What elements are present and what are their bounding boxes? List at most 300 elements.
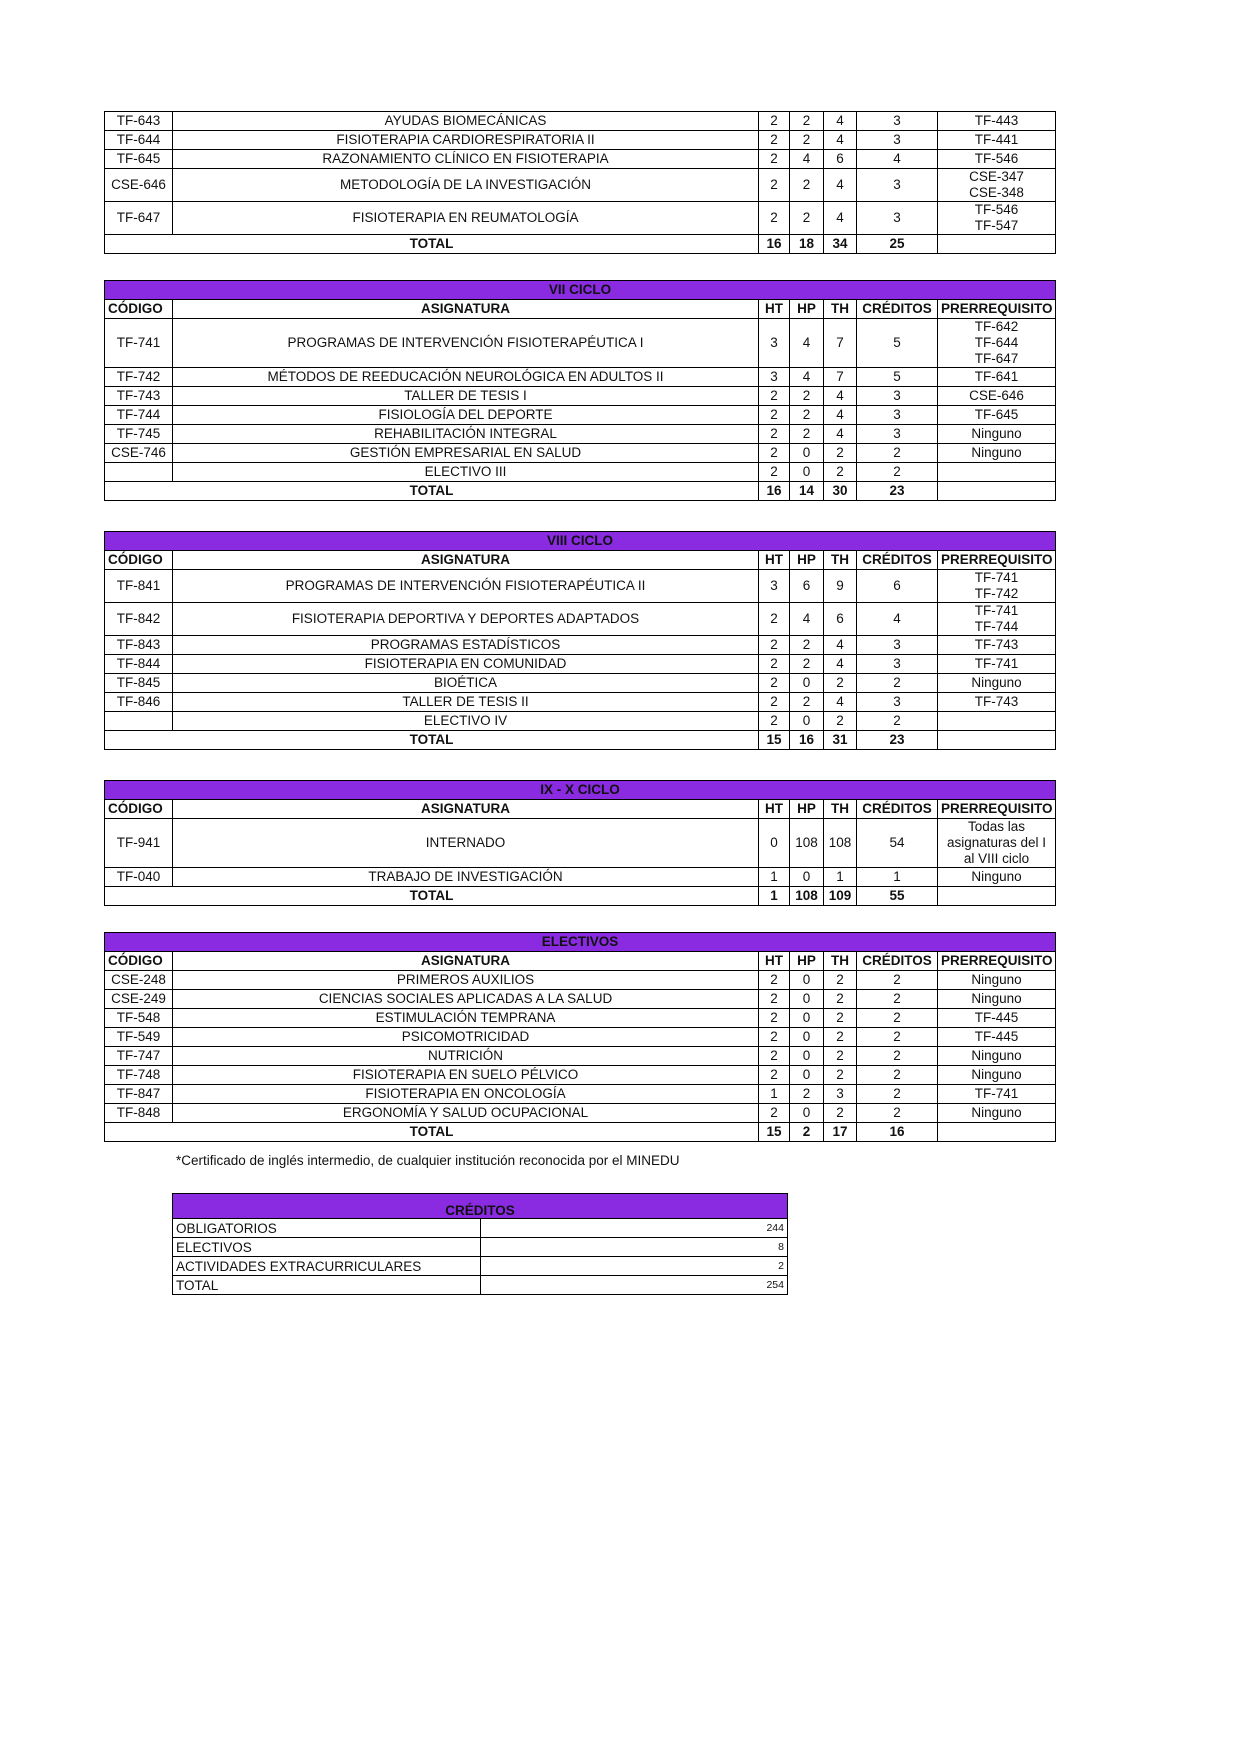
- course-name: RAZONAMIENTO CLÍNICO EN FISIOTERAPIA: [173, 150, 759, 169]
- total-creditos: 23: [857, 731, 938, 750]
- course-code: TF-748: [105, 1066, 173, 1085]
- course-code: TF-846: [105, 693, 173, 712]
- course-name: REHABILITACIÓN INTEGRAL: [173, 425, 759, 444]
- course-prerequisite: [938, 368, 1056, 387]
- course-code: TF-647: [105, 202, 173, 235]
- course-hp: 0: [790, 444, 824, 463]
- prerequisite-line: Todas las: [967, 819, 1026, 834]
- course-hp: 4: [790, 150, 824, 169]
- course-ht: 2: [759, 463, 790, 482]
- course-th: 4: [824, 131, 857, 150]
- column-header-row: [105, 300, 1056, 319]
- prerequisite-line: TF-644: [974, 335, 1019, 350]
- course-creditos: 4: [857, 603, 938, 636]
- course-prerequisite: [938, 990, 1056, 1009]
- course-row: [105, 1028, 1056, 1047]
- course-name: FISIOTERAPIA EN COMUNIDAD: [173, 655, 759, 674]
- course-row: [105, 406, 1056, 425]
- course-code: CSE-249: [105, 990, 173, 1009]
- course-th: 2: [824, 712, 857, 731]
- course-row: [105, 444, 1056, 463]
- course-ht: 2: [759, 444, 790, 463]
- course-row: [105, 712, 1056, 731]
- course-creditos: 54: [857, 819, 938, 868]
- course-th: 2: [824, 463, 857, 482]
- course-creditos: 5: [857, 319, 938, 368]
- prerequisite-line: Ninguno: [971, 675, 1022, 690]
- course-ht: 2: [759, 1104, 790, 1123]
- total-hp: 108: [790, 887, 824, 906]
- course-hp: 4: [790, 603, 824, 636]
- course-hp: 0: [790, 674, 824, 693]
- course-code: [105, 463, 173, 482]
- total-ht: 15: [759, 731, 790, 750]
- cycle-title: IX - X CICLO: [105, 781, 1056, 800]
- course-ht: 2: [759, 112, 790, 131]
- course-prerequisite: [938, 693, 1056, 712]
- course-name: METODOLOGÍA DE LA INVESTIGACIÓN: [173, 169, 759, 202]
- header-codigo: CÓDIGO: [105, 800, 173, 819]
- course-row: [105, 693, 1056, 712]
- prerequisite-line: TF-642: [974, 319, 1019, 334]
- table-vi-ciclo-continuation: [104, 111, 1056, 254]
- course-hp: 4: [790, 368, 824, 387]
- course-row: [105, 570, 1056, 603]
- course-prerequisite: [938, 868, 1056, 887]
- total-prerequisite-blank: [938, 887, 1056, 906]
- course-hp: 0: [790, 1028, 824, 1047]
- course-hp: 6: [790, 570, 824, 603]
- course-code: TF-843: [105, 636, 173, 655]
- header-creditos: CRÉDITOS: [857, 800, 938, 819]
- course-hp: 0: [790, 1066, 824, 1085]
- course-hp: 0: [790, 1047, 824, 1066]
- course-prerequisite: [938, 1009, 1056, 1028]
- course-hp: 2: [790, 1085, 824, 1104]
- prerequisite-line: TF-645: [974, 407, 1019, 422]
- course-row: [105, 868, 1056, 887]
- course-creditos: 2: [857, 1085, 938, 1104]
- course-creditos: 3: [857, 169, 938, 202]
- course-row: [105, 169, 1056, 202]
- course-th: 4: [824, 425, 857, 444]
- course-prerequisite: [938, 444, 1056, 463]
- certificate-note: *Certificado de inglés intermedio, de cualquier institución reconocida por el MINEDU: [176, 1153, 680, 1168]
- course-code: TF-645: [105, 150, 173, 169]
- creditos-row-value: 254: [480, 1276, 788, 1295]
- prerequisite-line: Ninguno: [971, 972, 1022, 987]
- cycle-title-row: [105, 281, 1056, 300]
- prerequisite-line: TF-744: [974, 619, 1019, 634]
- total-label: TOTAL: [105, 1123, 759, 1142]
- total-label: TOTAL: [105, 235, 759, 254]
- table-viii-ciclo: [104, 531, 1056, 750]
- course-th: 6: [824, 603, 857, 636]
- course-ht: 2: [759, 150, 790, 169]
- prerequisite-line: TF-741: [974, 570, 1019, 585]
- course-prerequisite: [938, 603, 1056, 636]
- course-code: TF-745: [105, 425, 173, 444]
- creditos-summary-table: [172, 1193, 788, 1295]
- header-prerrequisito: PRERREQUISITO: [938, 952, 1056, 971]
- course-code: TF-549: [105, 1028, 173, 1047]
- course-prerequisite: [938, 112, 1056, 131]
- course-prerequisite: [938, 463, 1056, 482]
- course-th: 6: [824, 150, 857, 169]
- prerequisite-line: TF-741: [974, 1086, 1019, 1101]
- course-ht: 3: [759, 319, 790, 368]
- prerequisite-line: TF-445: [974, 1010, 1019, 1025]
- course-name: ELECTIVO IV: [173, 712, 759, 731]
- course-th: 4: [824, 693, 857, 712]
- course-code: TF-040: [105, 868, 173, 887]
- course-name: MÉTODOS DE REEDUCACIÓN NEUROLÓGICA EN ADULTOS II: [173, 368, 759, 387]
- header-creditos: CRÉDITOS: [857, 952, 938, 971]
- course-prerequisite: [938, 1028, 1056, 1047]
- course-ht: 2: [759, 1028, 790, 1047]
- course-ht: 1: [759, 868, 790, 887]
- course-row: [105, 1085, 1056, 1104]
- header-prerrequisito: PRERREQUISITO: [938, 800, 1056, 819]
- course-row: [105, 425, 1056, 444]
- course-ht: 2: [759, 131, 790, 150]
- course-th: 4: [824, 636, 857, 655]
- course-code: CSE-248: [105, 971, 173, 990]
- header-asignatura: ASIGNATURA: [173, 800, 759, 819]
- prerequisite-line: CSE-646: [969, 388, 1024, 403]
- course-th: 1: [824, 868, 857, 887]
- total-creditos: 25: [857, 235, 938, 254]
- prerequisite-line: Ninguno: [971, 426, 1022, 441]
- course-row: [105, 636, 1056, 655]
- course-ht: 2: [759, 712, 790, 731]
- course-th: 2: [824, 444, 857, 463]
- total-row: [105, 731, 1056, 750]
- course-hp: 0: [790, 971, 824, 990]
- total-creditos: 23: [857, 482, 938, 501]
- course-ht: 2: [759, 1009, 790, 1028]
- course-creditos: 2: [857, 712, 938, 731]
- course-hp: 0: [790, 1104, 824, 1123]
- course-th: 2: [824, 971, 857, 990]
- course-ht: 2: [759, 636, 790, 655]
- creditos-row-label: OBLIGATORIOS: [173, 1219, 481, 1238]
- course-prerequisite: [938, 202, 1056, 235]
- prerequisite-line: TF-641: [974, 369, 1019, 384]
- course-hp: 0: [790, 1009, 824, 1028]
- course-name: FISIOLOGÍA DEL DEPORTE: [173, 406, 759, 425]
- header-prerrequisito: PRERREQUISITO: [938, 300, 1056, 319]
- creditos-row-obligatorios: [173, 1219, 788, 1238]
- course-code: TF-844: [105, 655, 173, 674]
- course-prerequisite: [938, 406, 1056, 425]
- course-row: [105, 387, 1056, 406]
- course-ht: 2: [759, 990, 790, 1009]
- course-creditos: 4: [857, 150, 938, 169]
- course-row: [105, 674, 1056, 693]
- prerequisite-line: TF-743: [974, 694, 1019, 709]
- course-name: PROGRAMAS DE INTERVENCIÓN FISIOTERAPÉUTICA II: [173, 570, 759, 603]
- course-code: TF-747: [105, 1047, 173, 1066]
- course-hp: 0: [790, 463, 824, 482]
- course-hp: 4: [790, 319, 824, 368]
- course-name: PROGRAMAS DE INTERVENCIÓN FISIOTERAPÉUTICA I: [173, 319, 759, 368]
- course-hp: 0: [790, 712, 824, 731]
- cycle-title-row: [105, 781, 1056, 800]
- course-creditos: 5: [857, 368, 938, 387]
- course-prerequisite: [938, 1085, 1056, 1104]
- prerequisite-line: TF-647: [974, 351, 1019, 366]
- table-vii-ciclo: [104, 280, 1056, 501]
- course-row: [105, 131, 1056, 150]
- course-prerequisite: [938, 131, 1056, 150]
- creditos-row-label: ELECTIVOS: [173, 1238, 481, 1257]
- course-th: 108: [824, 819, 857, 868]
- course-code: TF-643: [105, 112, 173, 131]
- course-name: FISIOTERAPIA EN REUMATOLOGÍA: [173, 202, 759, 235]
- course-prerequisite: [938, 319, 1056, 368]
- course-creditos: 2: [857, 1009, 938, 1028]
- table-ix-x-ciclo: [104, 780, 1056, 906]
- course-code: TF-941: [105, 819, 173, 868]
- course-th: 4: [824, 387, 857, 406]
- header-creditos: CRÉDITOS: [857, 551, 938, 570]
- course-ht: 2: [759, 1066, 790, 1085]
- course-hp: 2: [790, 406, 824, 425]
- course-ht: 2: [759, 1047, 790, 1066]
- course-code: TF-741: [105, 319, 173, 368]
- total-label: TOTAL: [105, 482, 759, 501]
- course-ht: 3: [759, 368, 790, 387]
- header-ht: HT: [759, 551, 790, 570]
- course-hp: 2: [790, 425, 824, 444]
- header-hp: HP: [790, 800, 824, 819]
- course-name: ELECTIVO III: [173, 463, 759, 482]
- total-th: 30: [824, 482, 857, 501]
- column-header-row: [105, 800, 1056, 819]
- course-creditos: 2: [857, 1066, 938, 1085]
- course-name: TRABAJO DE INVESTIGACIÓN: [173, 868, 759, 887]
- course-creditos: 2: [857, 463, 938, 482]
- course-name: FISIOTERAPIA EN ONCOLOGÍA: [173, 1085, 759, 1104]
- course-th: 2: [824, 1066, 857, 1085]
- course-th: 7: [824, 368, 857, 387]
- course-creditos: 3: [857, 387, 938, 406]
- course-prerequisite: [938, 570, 1056, 603]
- course-creditos: 3: [857, 406, 938, 425]
- course-row: [105, 1047, 1056, 1066]
- prerequisite-line: Ninguno: [971, 445, 1022, 460]
- course-prerequisite: [938, 387, 1056, 406]
- header-asignatura: ASIGNATURA: [173, 300, 759, 319]
- course-prerequisite: [938, 1104, 1056, 1123]
- course-ht: 2: [759, 971, 790, 990]
- prerequisite-line: TF-441: [974, 132, 1019, 147]
- course-code: TF-743: [105, 387, 173, 406]
- course-row: [105, 1066, 1056, 1085]
- cycle-title: ELECTIVOS: [105, 933, 1056, 952]
- course-prerequisite: [938, 425, 1056, 444]
- prerequisite-line: TF-742: [974, 586, 1019, 601]
- prerequisite-line: TF-547: [974, 218, 1019, 233]
- course-row: [105, 463, 1056, 482]
- course-name: NUTRICIÓN: [173, 1047, 759, 1066]
- total-hp: 14: [790, 482, 824, 501]
- course-name: PROGRAMAS ESTADÍSTICOS: [173, 636, 759, 655]
- course-creditos: 3: [857, 655, 938, 674]
- creditos-row-value: 244: [480, 1219, 788, 1238]
- header-th: TH: [824, 551, 857, 570]
- course-hp: 2: [790, 693, 824, 712]
- prerequisite-line: Ninguno: [971, 1067, 1022, 1082]
- creditos-row-value: 2: [480, 1257, 788, 1276]
- course-hp: 2: [790, 169, 824, 202]
- total-row: [105, 235, 1056, 254]
- course-creditos: 1: [857, 868, 938, 887]
- course-ht: 2: [759, 603, 790, 636]
- course-hp: 2: [790, 636, 824, 655]
- total-row: [105, 887, 1056, 906]
- course-creditos: 2: [857, 674, 938, 693]
- header-creditos: CRÉDITOS: [857, 300, 938, 319]
- course-hp: 2: [790, 202, 824, 235]
- prerequisite-line: TF-546: [974, 151, 1019, 166]
- total-hp: 16: [790, 731, 824, 750]
- course-code: TF-742: [105, 368, 173, 387]
- creditos-row-electivos: [173, 1238, 788, 1257]
- prerequisite-line: Ninguno: [971, 991, 1022, 1006]
- header-hp: HP: [790, 300, 824, 319]
- header-codigo: CÓDIGO: [105, 551, 173, 570]
- course-hp: 0: [790, 990, 824, 1009]
- total-ht: 1: [759, 887, 790, 906]
- cycle-title: VII CICLO: [105, 281, 1056, 300]
- course-creditos: 3: [857, 425, 938, 444]
- prerequisite-line: TF-743: [974, 637, 1019, 652]
- prerequisite-line: TF-445: [974, 1029, 1019, 1044]
- creditos-row-label: ACTIVIDADES EXTRACURRICULARES: [173, 1257, 481, 1276]
- course-creditos: 3: [857, 636, 938, 655]
- creditos-row-total: [173, 1276, 788, 1295]
- cycle-title-row: [105, 532, 1056, 551]
- course-code: TF-848: [105, 1104, 173, 1123]
- course-name: PSICOMOTRICIDAD: [173, 1028, 759, 1047]
- total-hp: 18: [790, 235, 824, 254]
- prerequisite-line: Ninguno: [971, 1105, 1022, 1120]
- cycle-title: VIII CICLO: [105, 532, 1056, 551]
- prerequisite-line: TF-443: [974, 113, 1019, 128]
- course-creditos: 3: [857, 112, 938, 131]
- header-prerrequisito: PRERREQUISITO: [938, 551, 1056, 570]
- course-ht: 2: [759, 693, 790, 712]
- header-th: TH: [824, 800, 857, 819]
- course-row: [105, 1009, 1056, 1028]
- total-row: [105, 1123, 1056, 1142]
- creditos-summary-header: [173, 1194, 788, 1219]
- creditos-row-value: 8: [480, 1238, 788, 1257]
- course-name: GESTIÓN EMPRESARIAL EN SALUD: [173, 444, 759, 463]
- course-creditos: 2: [857, 990, 938, 1009]
- course-hp: 2: [790, 112, 824, 131]
- course-prerequisite: [938, 655, 1056, 674]
- course-row: [105, 319, 1056, 368]
- course-name: INTERNADO: [173, 819, 759, 868]
- course-name: PRIMEROS AUXILIOS: [173, 971, 759, 990]
- prerequisite-line: TF-741: [974, 603, 1019, 618]
- course-code: TF-847: [105, 1085, 173, 1104]
- course-th: 4: [824, 655, 857, 674]
- course-row: [105, 112, 1056, 131]
- course-ht: 2: [759, 387, 790, 406]
- course-code: CSE-646: [105, 169, 173, 202]
- course-creditos: 3: [857, 131, 938, 150]
- course-th: 2: [824, 1028, 857, 1047]
- course-row: [105, 368, 1056, 387]
- course-ht: 1: [759, 1085, 790, 1104]
- header-hp: HP: [790, 952, 824, 971]
- course-hp: 2: [790, 655, 824, 674]
- course-creditos: 2: [857, 1047, 938, 1066]
- course-name: FISIOTERAPIA EN SUELO PÉLVICO: [173, 1066, 759, 1085]
- course-prerequisite: [938, 1066, 1056, 1085]
- course-creditos: 3: [857, 693, 938, 712]
- total-ht: 16: [759, 235, 790, 254]
- course-code: CSE-746: [105, 444, 173, 463]
- total-ht: 15: [759, 1123, 790, 1142]
- course-ht: 2: [759, 169, 790, 202]
- course-hp: 0: [790, 868, 824, 887]
- course-hp: 2: [790, 131, 824, 150]
- course-creditos: 2: [857, 971, 938, 990]
- course-prerequisite: [938, 150, 1056, 169]
- total-th: 17: [824, 1123, 857, 1142]
- course-hp: 2: [790, 387, 824, 406]
- header-ht: HT: [759, 952, 790, 971]
- course-creditos: 2: [857, 444, 938, 463]
- course-th: 4: [824, 202, 857, 235]
- course-th: 4: [824, 112, 857, 131]
- course-name: ERGONOMÍA Y SALUD OCUPACIONAL: [173, 1104, 759, 1123]
- course-name: CIENCIAS SOCIALES APLICADAS A LA SALUD: [173, 990, 759, 1009]
- total-th: 109: [824, 887, 857, 906]
- total-prerequisite-blank: [938, 731, 1056, 750]
- course-creditos: 6: [857, 570, 938, 603]
- course-ht: 3: [759, 570, 790, 603]
- header-hp: HP: [790, 551, 824, 570]
- course-ht: 0: [759, 819, 790, 868]
- course-name: FISIOTERAPIA CARDIORESPIRATORIA II: [173, 131, 759, 150]
- creditos-row-label: TOTAL: [173, 1276, 481, 1295]
- course-ht: 2: [759, 655, 790, 674]
- course-creditos: 3: [857, 202, 938, 235]
- total-creditos: 16: [857, 1123, 938, 1142]
- course-th: 3: [824, 1085, 857, 1104]
- course-code: TF-841: [105, 570, 173, 603]
- total-label: TOTAL: [105, 731, 759, 750]
- course-row: [105, 655, 1056, 674]
- header-th: TH: [824, 300, 857, 319]
- course-ht: 2: [759, 406, 790, 425]
- column-header-row: [105, 551, 1056, 570]
- course-row: [105, 971, 1056, 990]
- course-name: TALLER DE TESIS I: [173, 387, 759, 406]
- course-th: 2: [824, 1047, 857, 1066]
- course-prerequisite: [938, 819, 1056, 868]
- course-row: [105, 202, 1056, 235]
- prerequisite-line: CSE-348: [969, 185, 1024, 200]
- column-header-row: [105, 952, 1056, 971]
- cycle-title-row: [105, 933, 1056, 952]
